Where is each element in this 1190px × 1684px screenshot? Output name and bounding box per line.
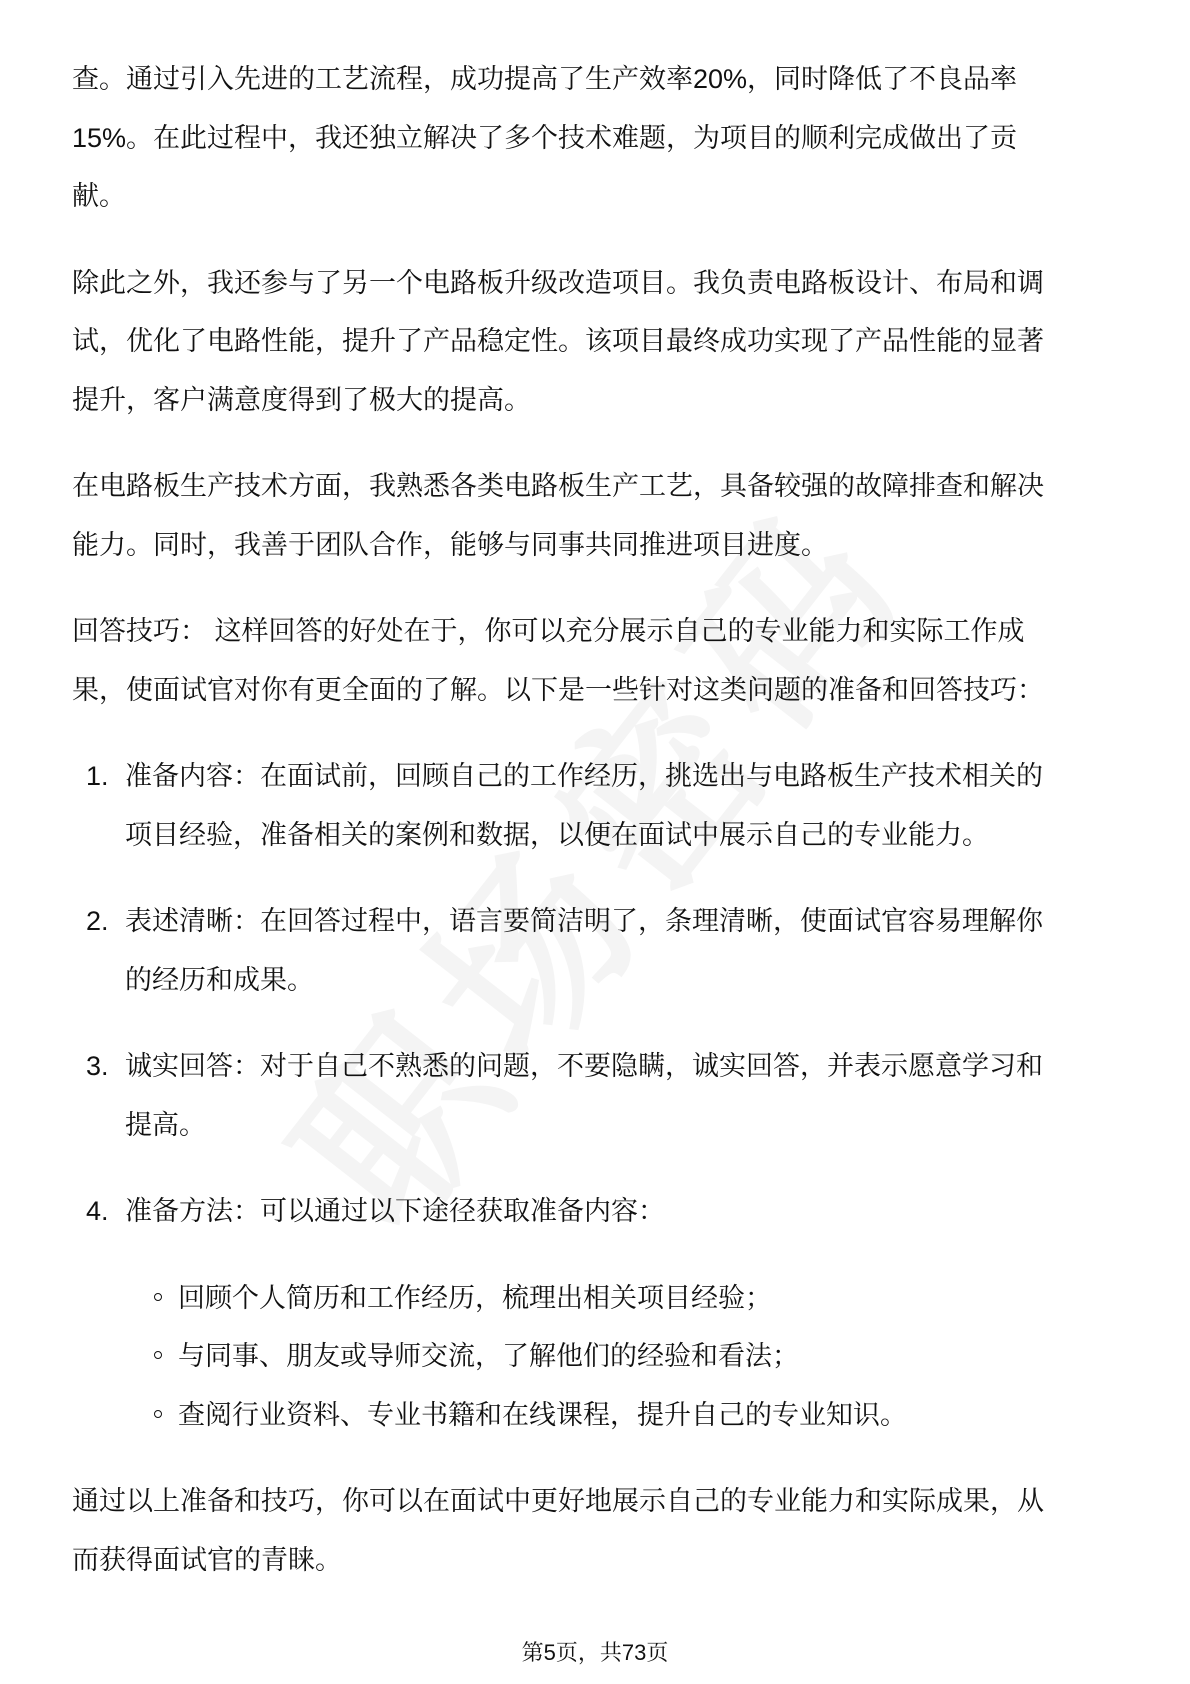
page-number: 第5页，共73页 [521,1640,669,1665]
list-number: 2. [86,906,109,936]
bullet-text: 与同事、朋友或导师交流，了解他们的经验和看法； [178,1341,799,1371]
text-line: 果，使面试官对你有更全面的了解。以下是一些针对这类问题的准备和回答技巧： [72,674,1044,705]
bullet-text: 回顾个人简历和工作经历，梳理出相关项目经验； [178,1282,772,1313]
text-line: 试，优化了电路性能，提升了产品稳定性。该项目最终成功实现了产品性能的显著 [72,326,1044,356]
list-item [72,892,1132,1009]
paragraph-answer-tips [72,602,1132,719]
bullet-item [72,1327,1132,1386]
list-number: 1. [86,761,109,791]
text-line: 15%。在此过程中，我还独立解决了多个技术难题，为项目的顺利完成做出了贡 [72,122,1018,153]
list-number: 3. [86,1051,109,1081]
text-line: 通过以上准备和技巧，你可以在面试中更好地展示自己的专业能力和实际成果，从 [72,1486,1044,1516]
text-line: 能力。同时，我善于团队合作，能够与同事共同推进项目进度。 [72,529,828,560]
bullet-item [72,1269,1132,1328]
text-line: 除此之外，我还参与了另一个电路板升级改造项目。我负责电路板设计、布局和调 [72,267,1044,298]
list-item [72,747,1132,864]
text-line: 准备内容：在面试前，回顾自己的工作经历，挑选出与电路板生产技术相关的 [125,761,1043,791]
document-body [72,50,1132,1617]
paragraph [72,50,1132,226]
text-line: 查。通过引入先进的工艺流程，成功提高了生产效率20%，同时降低了不良品率 [72,64,1018,94]
paragraph [72,254,1132,430]
text-line: 在电路板生产技术方面，我熟悉各类电路板生产工艺，具备较强的故障排查和解决 [72,471,1044,501]
bullet-item [72,1386,1132,1445]
circle-bullet-icon [154,1410,162,1418]
text-line: 的经历和成果。 [125,964,314,995]
bullet-text: 查阅行业资料、专业书籍和在线课程，提升自己的专业知识。 [178,1399,907,1430]
list-item [72,1182,1132,1241]
list-item [72,1037,1132,1154]
text-line: 回答技巧： 这样回答的好处在于，你可以充分展示自己的专业能力和实际工作成 [72,616,1025,646]
list-number: 4. [86,1196,109,1226]
text-line: 而获得面试官的青睐。 [72,1544,342,1575]
text-line: 提高。 [125,1109,206,1140]
text-line: 提升，客户满意度得到了极大的提高。 [72,384,531,415]
text-line: 准备方法：可以通过以下途径获取准备内容： [125,1196,665,1226]
text-line: 表述清晰：在回答过程中，语言要简洁明了，条理清晰，使面试官容易理解你 [125,906,1043,936]
paragraph [72,457,1132,574]
text-line: 项目经验，准备相关的案例和数据，以便在面试中展示自己的专业能力。 [125,819,989,850]
circle-bullet-icon [154,1351,162,1359]
bullet-list [72,1269,1132,1445]
closing-paragraph [72,1472,1132,1589]
text-line: 献。 [72,181,126,211]
circle-bullet-icon [154,1293,162,1301]
text-line: 诚实回答：对于自己不熟悉的问题，不要隐瞒，诚实回答，并表示愿意学习和 [125,1051,1043,1081]
